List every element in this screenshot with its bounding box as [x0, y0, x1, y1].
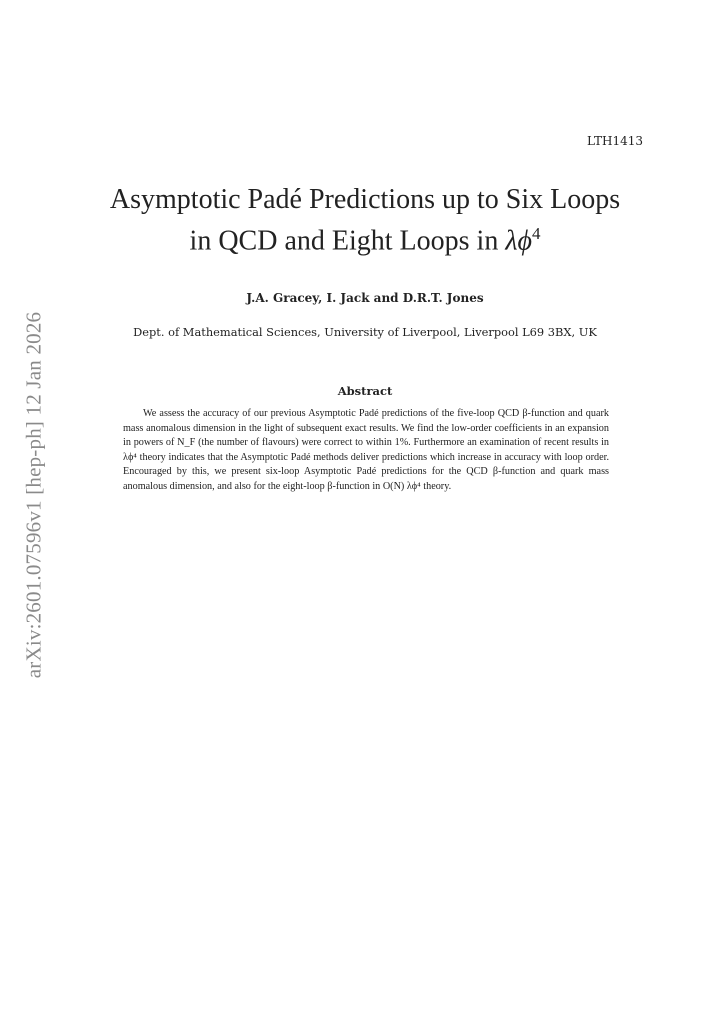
abstract-heading: Abstract: [337, 384, 393, 398]
title-line-1: Asymptotic Padé Predictions up to Six Loops: [109, 184, 621, 215]
title-line-2: [60, 217, 670, 258]
arxiv-stamp: arXiv:2601.07596v1 [hep-ph] 12 Jan 2026: [21, 311, 46, 679]
title-math-exponent: 4: [531, 224, 541, 243]
abstract-body: We assess the accuracy of our previous Asymptotic Padé predictions of the five-loop QCD β-function and quark mass anomalous dimension in the light of subsequent exact results. We find the low-order coefficients in an expansion in powers of N_F (the number of flavours) were correct to within 1%. Furthermore an examination of recent results in λϕ⁴ theory indicates that the Asymptotic Padé methods deliver predictions which increase in accuracy with loop order. Encouraged by this, we present six-loop Asymptotic Padé predictions for the QCD β-function and quark mass anomalous dimension, and also for the eight-loop β-function in O(N) λϕ⁴ theory.: [123, 408, 609, 492]
authors: J.A. Gracey, I. Jack and D.R.T. Jones: [246, 291, 484, 305]
report-number: LTH1413: [587, 134, 643, 148]
affiliation: Dept. of Mathematical Sciences, University of Liverpool, Liverpool L69 3BX, UK: [133, 325, 597, 339]
paper-title: [60, 183, 670, 258]
title-math: λϕ: [505, 225, 532, 257]
title-line-2-text: in QCD and Eight Loops in: [189, 225, 506, 257]
